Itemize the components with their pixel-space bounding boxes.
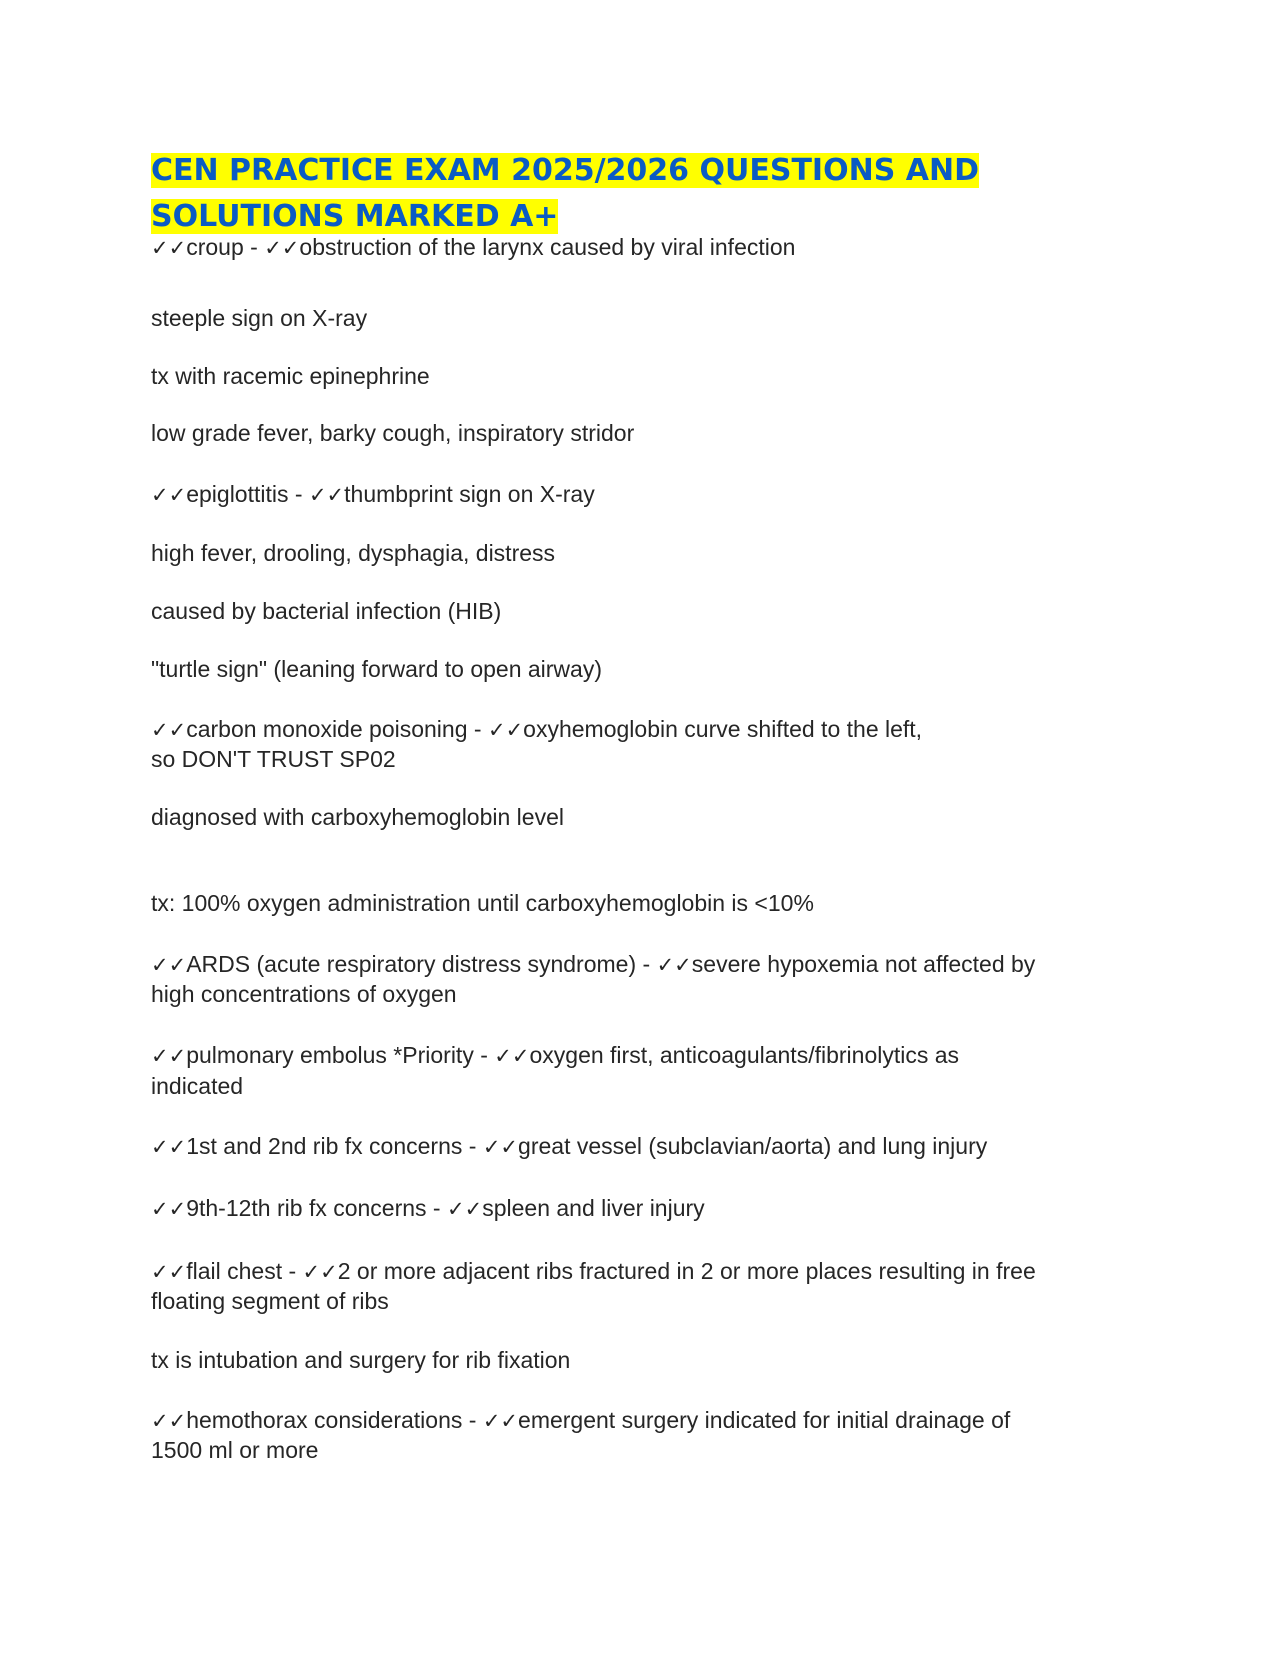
check-mark-icon: ✓✓ bbox=[151, 236, 187, 260]
term: hemothorax considerations bbox=[186, 1407, 463, 1433]
check-mark-icon: ✓✓ bbox=[494, 1044, 530, 1068]
note-line: 1500 ml or more bbox=[151, 1437, 319, 1463]
term-line: ✓✓flail chest - ✓✓2 or more adjacent ribs fractured in 2 or more places resulting in free bbox=[151, 1258, 1036, 1284]
term-line: ✓✓9th-12th rib fx concerns - ✓✓spleen and liver injury bbox=[151, 1195, 705, 1221]
definition: emergent surgery indicated for initial drainage of bbox=[518, 1407, 1011, 1433]
term-line: ✓✓carbon monoxide poisoning - ✓✓oxyhemoglobin curve shifted to the left, bbox=[151, 716, 923, 742]
note-line: diagnosed with carboxyhemoglobin level bbox=[151, 804, 564, 830]
note-line: low grade fever, barky cough, inspiratory stridor bbox=[151, 420, 635, 446]
check-mark-icon: ✓✓ bbox=[151, 718, 187, 742]
term: flail chest bbox=[186, 1258, 283, 1284]
note-line: high concentrations of oxygen bbox=[151, 981, 457, 1007]
note-line: steeple sign on X-ray bbox=[151, 305, 368, 331]
term: 1st and 2nd rib fx concerns bbox=[186, 1133, 463, 1159]
note-line: tx is intubation and surgery for rib fixation bbox=[151, 1347, 571, 1373]
term-line: ✓✓epiglottitis - ✓✓thumbprint sign on X-ray bbox=[151, 481, 595, 507]
note-line: floating segment of ribs bbox=[151, 1288, 389, 1314]
term-line: ✓✓ARDS (acute respiratory distress syndrome) - ✓✓severe hypoxemia not affected by bbox=[151, 951, 1036, 977]
check-mark-icon: ✓✓ bbox=[151, 1260, 187, 1284]
check-mark-icon: ✓✓ bbox=[151, 483, 187, 507]
check-mark-icon: ✓✓ bbox=[151, 1197, 187, 1221]
note-line: so DON'T TRUST SP02 bbox=[151, 746, 396, 772]
term-line: ✓✓hemothorax considerations - ✓✓emergent surgery indicated for initial drainage of bbox=[151, 1407, 1011, 1433]
note-line: high fever, drooling, dysphagia, distress bbox=[151, 540, 556, 566]
term: carbon monoxide poisoning bbox=[186, 716, 468, 742]
note-line: "turtle sign" (leaning forward to open airway) bbox=[151, 656, 602, 682]
check-mark-icon: ✓✓ bbox=[482, 1409, 519, 1433]
check-mark-icon: ✓✓ bbox=[151, 953, 187, 977]
term: epiglottitis bbox=[186, 481, 289, 507]
definition: oxygen first, anticoagulants/fibrinolytics as bbox=[529, 1042, 960, 1068]
term: croup bbox=[186, 234, 244, 260]
note-line: tx: 100% oxygen administration until carboxyhemoglobin is <10% bbox=[151, 890, 814, 916]
note-line: caused by bacterial infection (HIB) bbox=[151, 598, 502, 624]
definition: oxyhemoglobin curve shifted to the left, bbox=[523, 716, 923, 742]
title-line-2: SOLUTIONS MARKED A+ bbox=[151, 199, 559, 234]
note-line: indicated bbox=[151, 1073, 244, 1099]
term: ARDS (acute respiratory distress syndrome) bbox=[186, 951, 637, 977]
definition: spleen and liver injury bbox=[482, 1195, 705, 1221]
check-mark-icon: ✓✓ bbox=[151, 1044, 187, 1068]
definition: severe hypoxemia not affected by bbox=[691, 951, 1036, 977]
term-line: ✓✓1st and 2nd rib fx concerns - ✓✓great vessel (subclavian/aorta) and lung injury bbox=[151, 1133, 988, 1159]
check-mark-icon: ✓✓ bbox=[656, 953, 692, 977]
document-title bbox=[151, 148, 1151, 240]
definition: great vessel (subclavian/aorta) and lung injury bbox=[518, 1133, 988, 1159]
term: pulmonary embolus *Priority bbox=[186, 1042, 474, 1068]
check-mark-icon: ✓✓ bbox=[308, 483, 345, 507]
title-line-1: CEN PRACTICE EXAM 2025/2026 QUESTIONS AND bbox=[151, 153, 979, 188]
definition: obstruction of the larynx caused by viral infection bbox=[299, 234, 796, 260]
definition: thumbprint sign on X-ray bbox=[344, 481, 595, 507]
term-line: ✓✓croup - ✓✓obstruction of the larynx caused by viral infection bbox=[151, 234, 796, 260]
check-mark-icon: ✓✓ bbox=[151, 1135, 187, 1159]
check-mark-icon: ✓✓ bbox=[482, 1135, 519, 1159]
note-line: tx with racemic epinephrine bbox=[151, 363, 430, 389]
term-line: ✓✓pulmonary embolus *Priority - ✓✓oxygen first, anticoagulants/fibrinolytics as bbox=[151, 1042, 960, 1068]
definition: 2 or more adjacent ribs fractured in 2 or more places resulting in free bbox=[337, 1258, 1036, 1284]
check-mark-icon: ✓✓ bbox=[264, 236, 300, 260]
term: 9th-12th rib fx concerns bbox=[186, 1195, 427, 1221]
check-mark-icon: ✓✓ bbox=[447, 1197, 483, 1221]
check-mark-icon: ✓✓ bbox=[487, 718, 524, 742]
check-mark-icon: ✓✓ bbox=[151, 1409, 187, 1433]
check-mark-icon: ✓✓ bbox=[302, 1260, 338, 1284]
